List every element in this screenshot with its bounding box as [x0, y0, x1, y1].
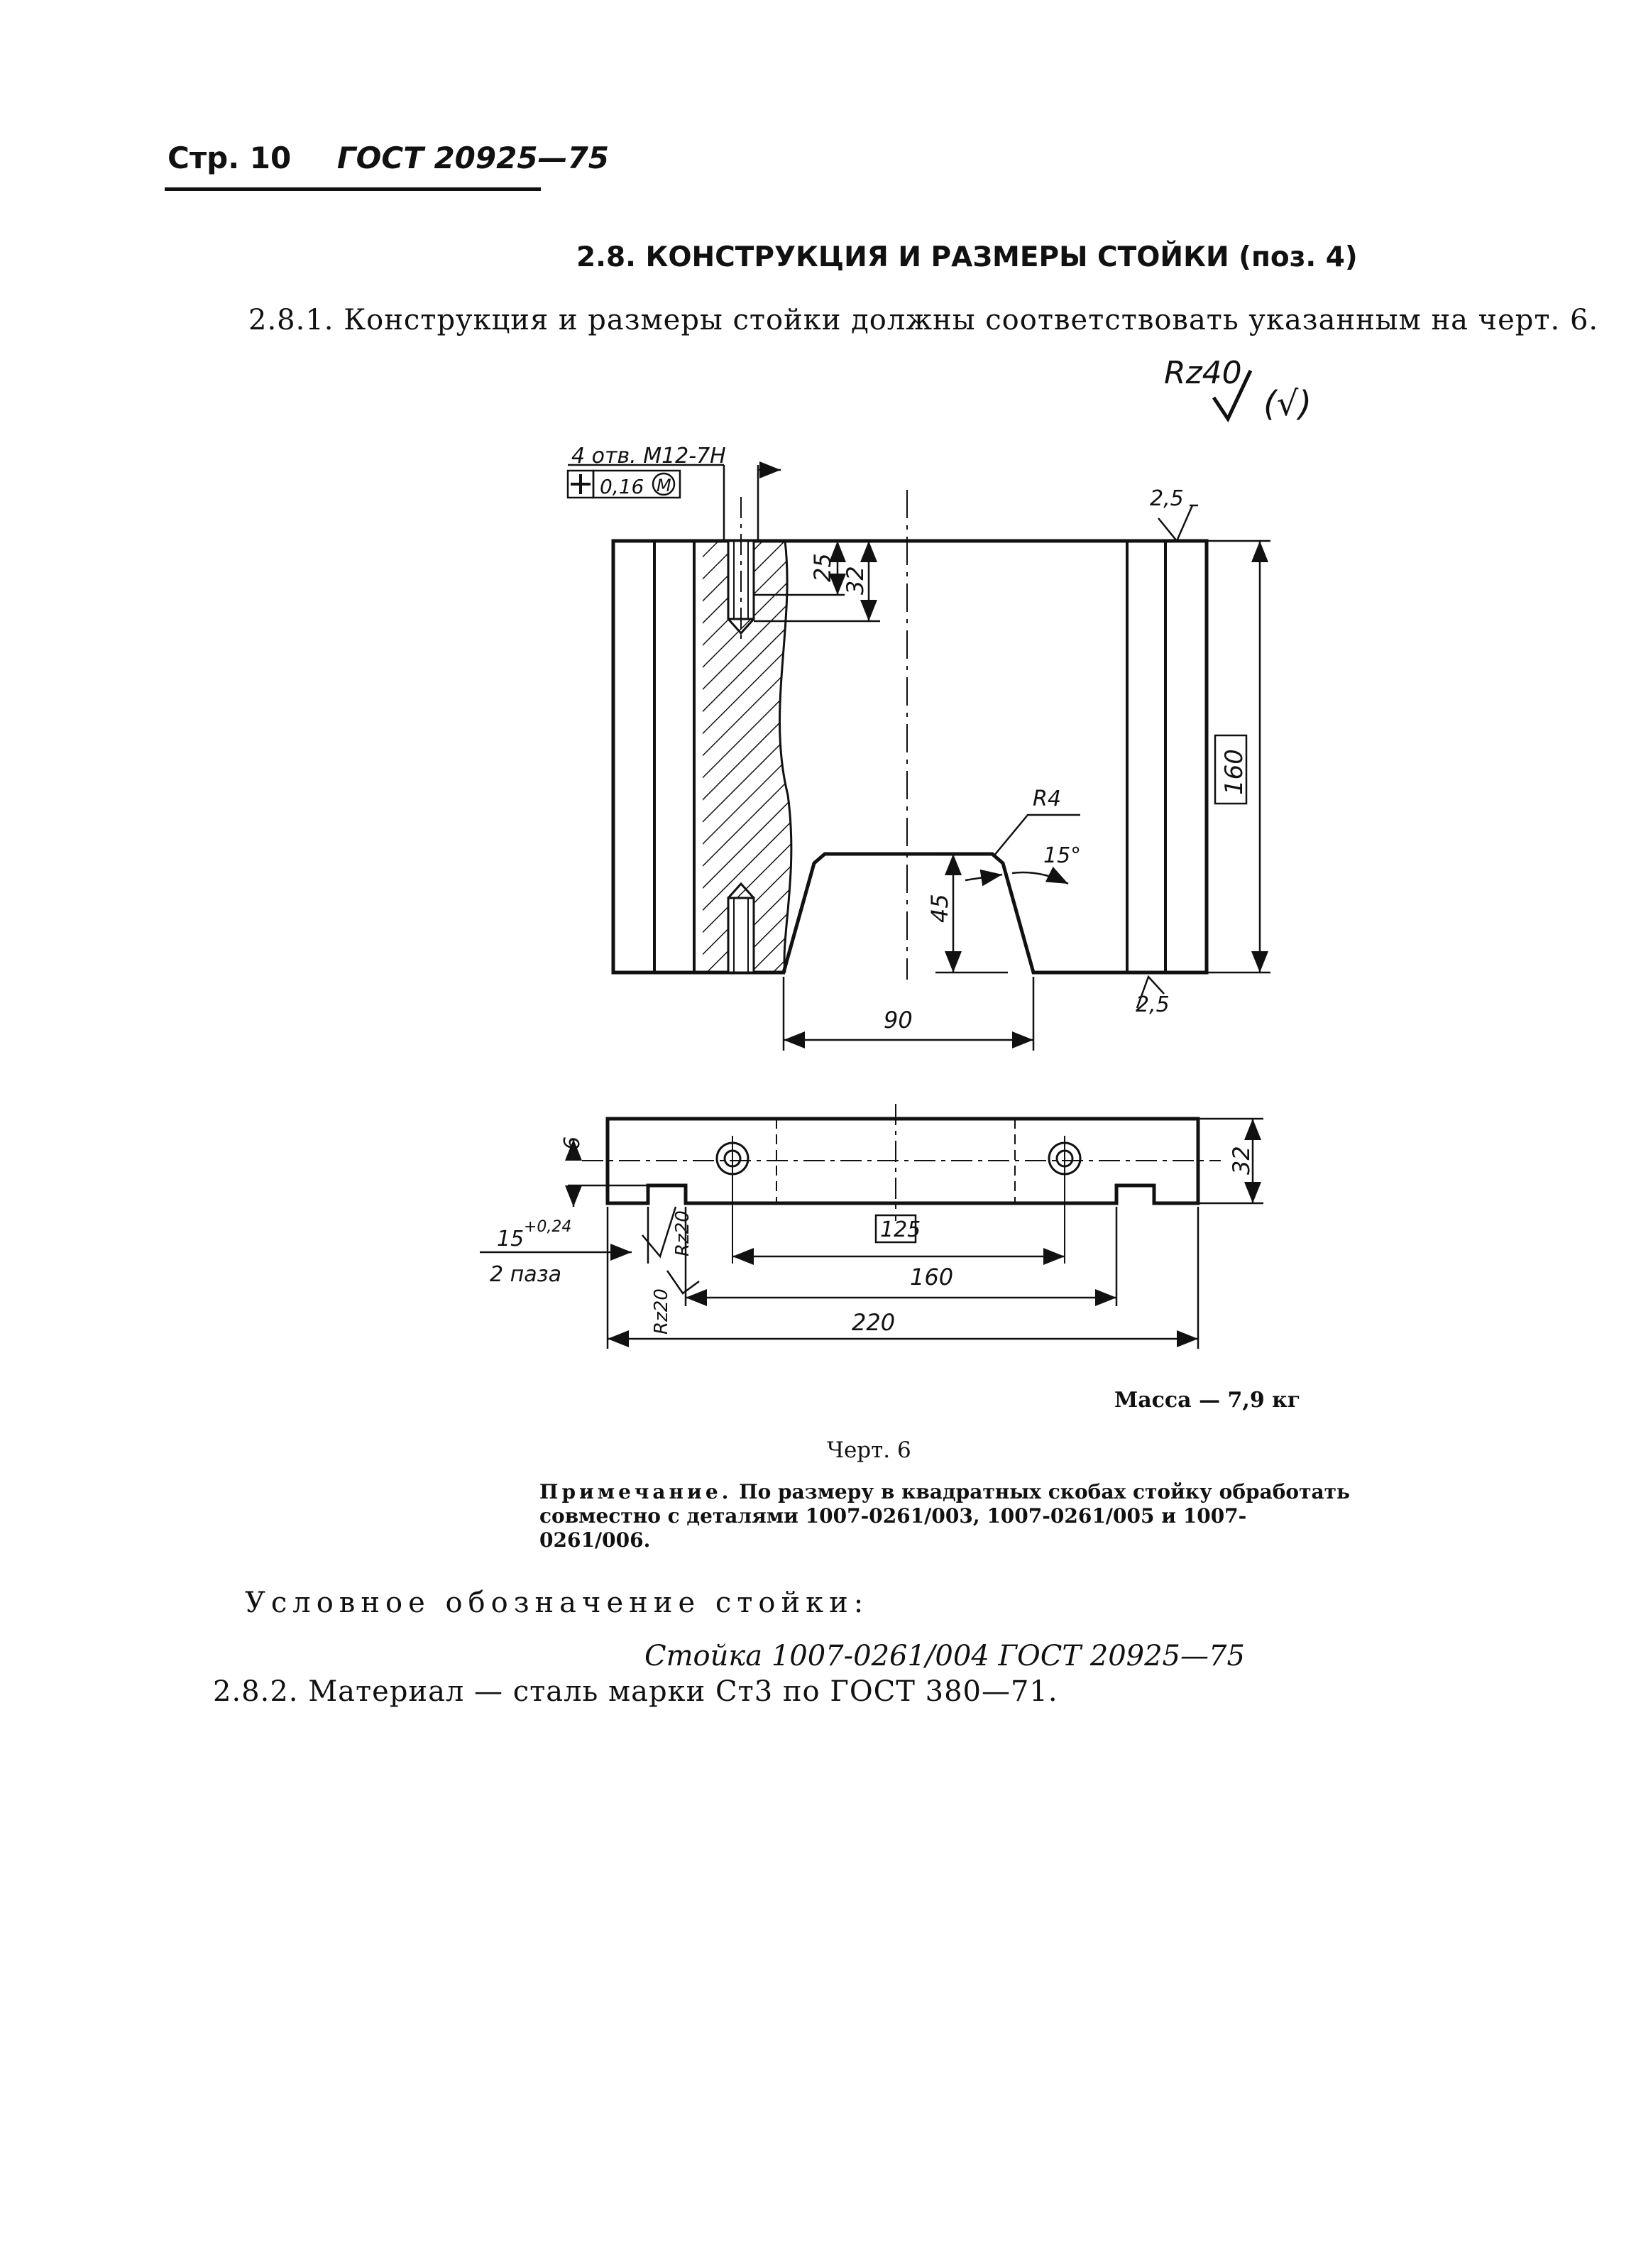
roughness-bracket-text: (√): [1263, 384, 1312, 424]
front-view-labels: [571, 444, 1248, 1034]
roughness-2-5-bottom: 2,5: [1136, 992, 1170, 1017]
position-modifier: M: [657, 476, 671, 495]
dim-45: 45: [926, 894, 953, 923]
dim-160-bracket: 160: [1220, 749, 1248, 795]
dim-25: 25: [809, 553, 836, 582]
standard-number: ГОСТ 20925—75: [336, 141, 610, 175]
slots-label: 2 паза: [490, 1262, 561, 1287]
dim-90: 90: [884, 1007, 913, 1034]
roughness-general-text: Rz40: [1164, 355, 1242, 391]
note: [539, 1480, 1356, 1552]
slot-dimension: 15: [497, 1227, 525, 1251]
angle-15: 15°: [1043, 843, 1082, 868]
dim-220: 220: [852, 1309, 896, 1336]
dim-32-side: 32: [1228, 1146, 1255, 1175]
position-tolerance: 0,16: [600, 475, 644, 498]
designation-label: Условное обозначение стойки:: [245, 1587, 869, 1619]
dim-6: 6: [560, 1136, 585, 1150]
rz20-lower: Rz20: [651, 1288, 672, 1335]
roughness-2-5-top: 2,5: [1150, 486, 1184, 511]
paragraph-2-8-1: 2.8.1. Конструкция и размеры стойки должны соответствовать указанным на черт. 6.: [248, 304, 1599, 336]
dim-32-top: 32: [842, 566, 869, 595]
slot-tolerance: +0,24: [524, 1218, 572, 1236]
roughness-general-symbol: [1164, 355, 1312, 424]
designation: Стойка 1007-0261/004 ГОСТ 20925—75: [644, 1640, 1245, 1672]
dim-125: 125: [880, 1217, 921, 1242]
paragraph-2-8-2: 2.8.2. Материал — сталь марки Ст3 по ГОСТ 380—71.: [213, 1675, 1058, 1708]
rz20-upper: Rz20: [672, 1210, 693, 1256]
front-view: [613, 490, 1207, 980]
bottom-view-labels: [490, 1136, 1255, 1336]
radius-r4: R4: [1033, 787, 1061, 811]
figure-caption: Черт. 6: [827, 1437, 911, 1463]
section-title: 2.8. КОНСТРУКЦИЯ И РАЗМЕРЫ СТОЙКИ (поз. 4): [576, 241, 1358, 273]
note-heading: Примечание.: [539, 1480, 732, 1503]
dim-160: 160: [910, 1264, 954, 1291]
note-text: По размеру в квадратных скобах стойку обработать совместно с деталями 1007-0261/003, 1007-0261/005 и 1007-0261/006.: [539, 1480, 1350, 1552]
holes-label: 4 отв. M12-7H: [571, 444, 726, 469]
page-number: Стр. 10: [168, 141, 292, 175]
mass-label: Масса — 7,9 кг: [1114, 1388, 1301, 1413]
